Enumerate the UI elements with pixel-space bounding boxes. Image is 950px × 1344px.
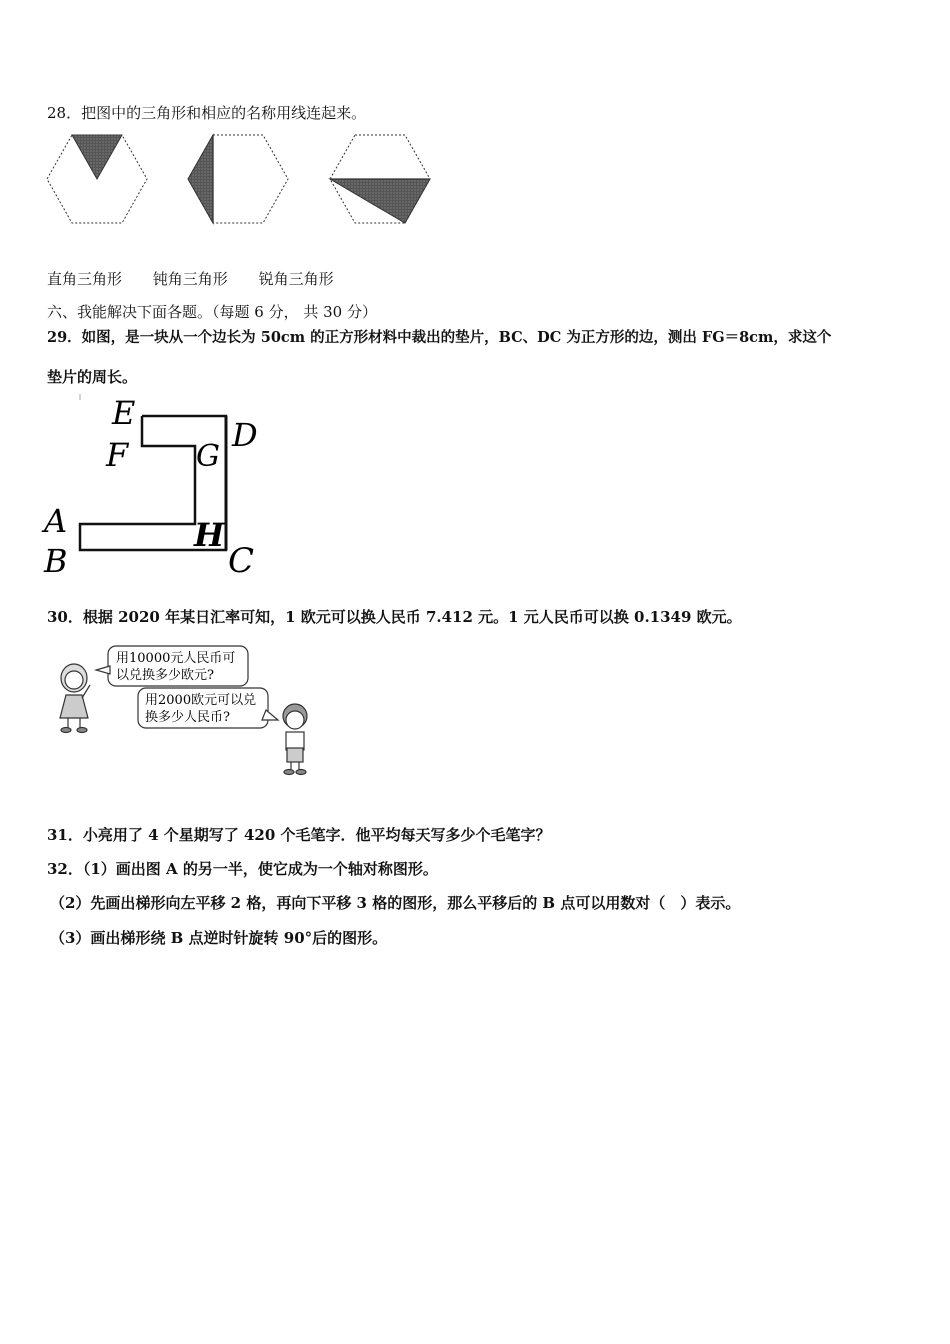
bubble2-line2: 换多少人民币? — [145, 710, 230, 725]
point-d: D — [232, 416, 258, 454]
point-a: A — [44, 502, 68, 540]
label-right-triangle: 直角三角形 — [47, 270, 123, 288]
q32-part2: （2）先画出梯形向左平移 2 格，再向下平移 3 格的图形，那么平移后的 B 点可以用数对（ ）表示。 — [50, 894, 741, 912]
q28-triangle-names — [47, 268, 360, 289]
bubble2-line1: 用2000欧元可以兑 — [145, 693, 257, 708]
speech-bubble-1 — [96, 646, 248, 686]
right-triangle-shaded — [330, 179, 430, 223]
point-f: F — [106, 436, 129, 474]
label-acute-triangle: 锐角三角形 — [258, 270, 334, 288]
hexagon-3 — [330, 135, 430, 223]
q30-dialogue-illustration — [50, 640, 320, 780]
point-c: C — [228, 541, 255, 581]
point-e: E — [112, 394, 136, 432]
label-obtuse-triangle: 钝角三角形 — [152, 270, 228, 288]
point-g: G — [196, 439, 220, 474]
hexagon-1 — [47, 135, 147, 223]
speech-bubble-2 — [138, 688, 278, 728]
bubble1-line2: 以兑换多少欧元? — [116, 668, 214, 683]
girl-figure — [60, 664, 90, 733]
point-b: B — [44, 542, 68, 580]
boy-figure — [283, 704, 307, 775]
hexagon-2 — [188, 135, 288, 223]
obtuse-triangle-shaded — [188, 135, 213, 223]
q29-gasket-figure — [40, 392, 280, 582]
section6-heading: 六、我能解决下面各题。（每题 6 分， 共 30 分） — [47, 303, 377, 321]
q28-text: 28．把图中的三角形和相应的名称用线连起来。 — [47, 104, 367, 122]
q30-text: 30．根据 2020 年某日汇率可知，1 欧元可以换人民币 7.412 元。1 元人民币可以换 0.1349 欧元。 — [47, 608, 742, 626]
q32-part3: （3）画出梯形绕 B 点逆时针旋转 90°后的图形。 — [50, 929, 388, 947]
point-h: H — [194, 516, 225, 554]
bubble1-line1: 用10000元人民币可 — [116, 651, 236, 666]
q31-text: 31．小亮用了 4 个星期写了 420 个毛笔字．他平均每天写多少个毛笔字？ — [47, 826, 551, 844]
acute-triangle-shaded — [72, 135, 122, 179]
q32-part1: 32．（1）画出图 A 的另一半，使它成为一个轴对称图形。 — [47, 860, 438, 878]
q28-hexagon-figures — [45, 132, 435, 227]
q29-line1: 29．如图，是一块从一个边长为 50cm 的正方形材料中裁出的垫片，BC、DC 为正方形的边，测出 FG＝8cm，求这个 — [47, 329, 832, 346]
q29-line2: 垫片的周长。 — [47, 368, 138, 386]
